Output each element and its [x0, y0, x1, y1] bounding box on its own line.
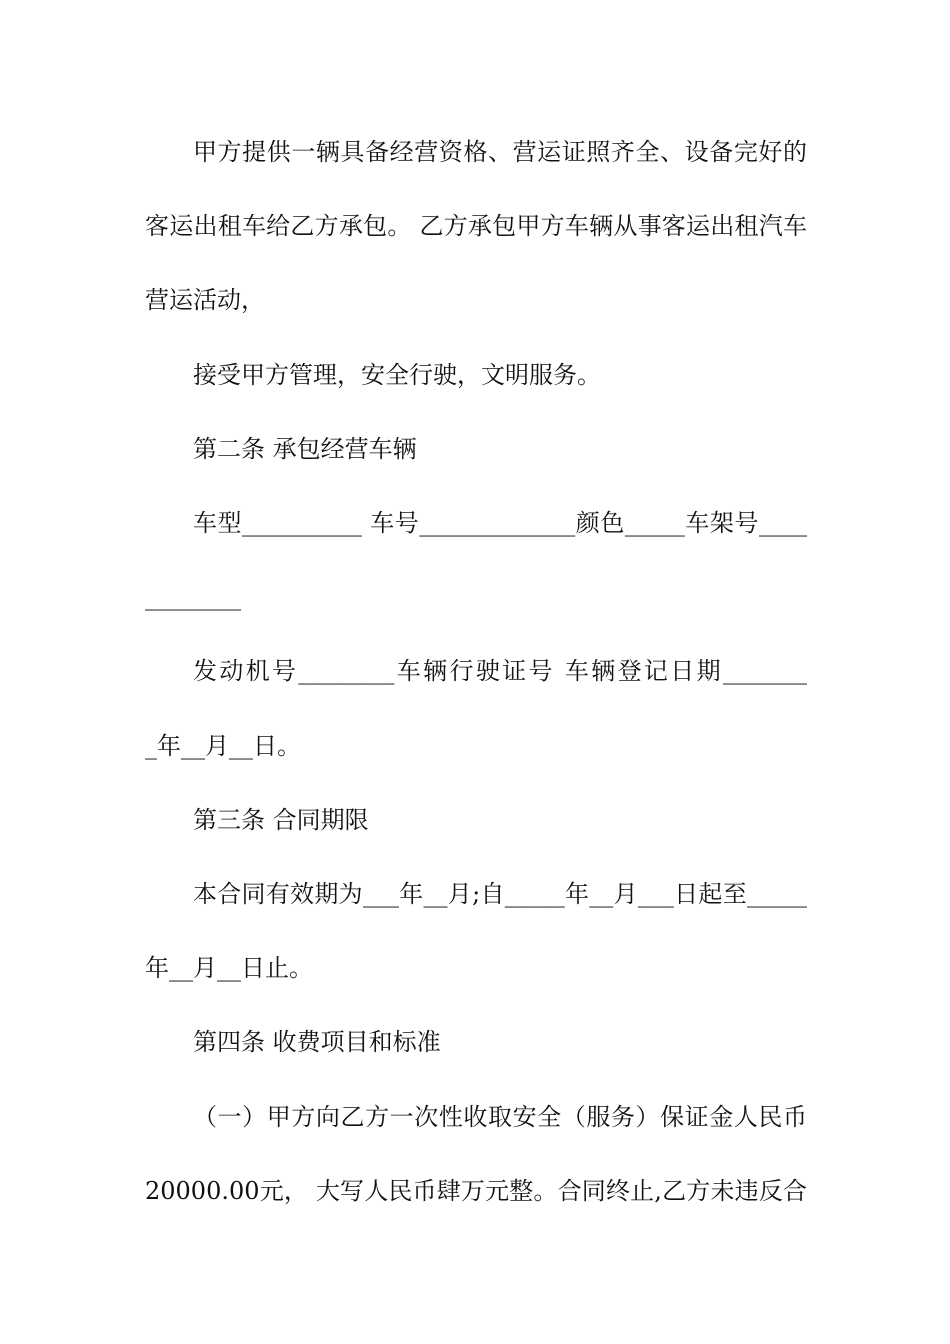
text-line-3: 营运活动， — [145, 286, 265, 315]
text-line-12: 年__月__日止。 — [145, 954, 313, 983]
article-3-heading: 第三条 合同期限 — [193, 805, 369, 834]
article-4-heading: 第四条 收费项目和标准 — [193, 1028, 441, 1057]
text-line-6: 车型__________ 车号_____________颜色_____车架号____ — [193, 509, 807, 537]
text-line-11: 本合同有效期为___年__月;自_____年__月___日起至_____ — [193, 880, 807, 908]
text-line-14: （一）甲方向乙方一次性收取安全（服务）保证金人民币 — [193, 1102, 807, 1131]
text-line-8: 发动机号________车辆行驶证号 车辆登记日期_______ — [193, 657, 807, 686]
text-line-15: 20000.00元， 大写人民币肆万元整。合同终止,乙方未违反合 — [145, 1176, 807, 1205]
text-line-9: _年__月__日。 — [145, 731, 301, 760]
article-2-heading: 第二条 承包经营车辆 — [193, 434, 417, 463]
text-line-7: ________ — [145, 583, 241, 612]
text-line-4: 接受甲方管理，安全行驶，文明服务。 — [193, 360, 601, 389]
text-line-1: 甲方提供一辆具备经营资格、营运证照齐全、设备完好的 — [193, 138, 807, 166]
text-line-2: 客运出租车给乙方承包。 乙方承包甲方车辆从事客运出租汽车 — [145, 212, 807, 241]
